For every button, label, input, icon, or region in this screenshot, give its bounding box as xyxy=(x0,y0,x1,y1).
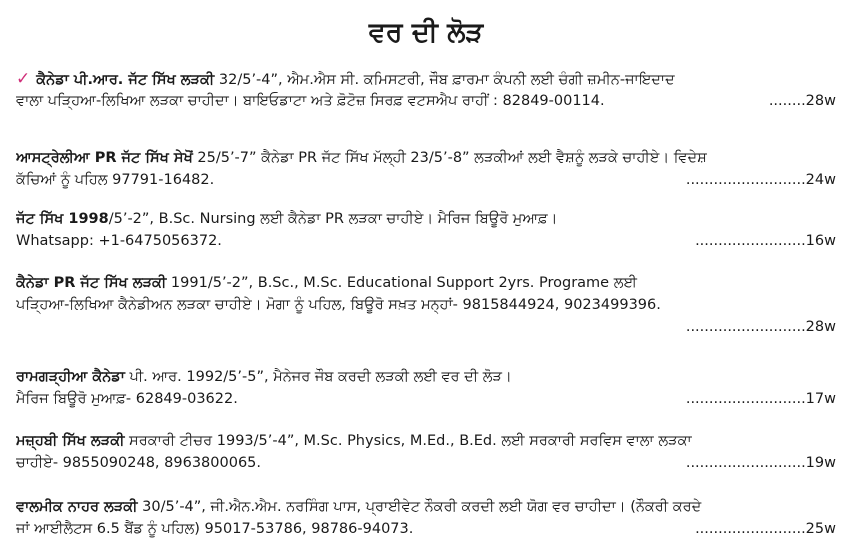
ad-item-2 xyxy=(16,147,836,191)
ad-item-1 xyxy=(16,68,836,112)
ad-line-2 xyxy=(16,518,836,540)
ad-item-4 xyxy=(16,272,836,338)
ad-line-2 xyxy=(16,169,836,191)
ad-lead: ਕੈਨੇਡਾ ਪੀ.ਆਰ. ਜੱਟ ਸਿੱਖ ਲੜਕੀ xyxy=(36,72,215,88)
ad-lead: ਵਾਲਮੀਕ ਨਾਹਰ ਲੜਕੀ xyxy=(16,499,138,515)
ad-item-3 xyxy=(16,208,836,252)
ad-text: ਵਾਲਾ ਪੜ੍ਹਿਆ-ਲਿਖਿਆ ਲੜਕਾ ਚਾਹੀਦਾ। ਬਾਇਓਡਾਟਾ ਅਤੇ ਫ਼ੋਟੋਜ਼ ਸਿਰਫ਼ ਵਟਸਐਪ ਰਾਹੀਂ : 82849-00114. xyxy=(16,93,605,109)
ad-line-1 xyxy=(16,366,836,388)
ad-text: 1991/5’-2”, B.Sc., M.Sc. Educational Support 2yrs. Programe ਲਈ xyxy=(166,275,637,291)
ad-code: ..........................17w xyxy=(680,388,836,410)
page-title: ਵਰ ਦੀ ਲੋੜ xyxy=(368,17,484,48)
ad-text: /5’-2”, B.Sc. Nursing ਲਈ ਕੈਨੇਡਾ PR ਲੜਕਾ ਚਾਹੀਏ। ਮੈਰਿਜ ਬਿਊਰੋ ਮੁਆਫ਼। xyxy=(108,211,558,227)
ad-code: ..........................28w xyxy=(680,316,836,338)
ad-code: ..........................24w xyxy=(680,169,836,191)
ad-line-2 xyxy=(16,90,836,112)
ad-lead: ਕੈਨੇਡਾ PR ਜੱਟ ਸਿੱਖ ਲੜਕੀ xyxy=(16,275,167,291)
ad-item-6 xyxy=(16,430,836,474)
check-icon: ✓ xyxy=(16,69,31,89)
ad-item-7 xyxy=(16,496,836,540)
ad-text: ਕੱਚਿਆਂ ਨੂੰ ਪਹਿਲ 97791-16482. xyxy=(16,172,215,188)
ad-lead: ਮਜ਼੍ਹਬੀ ਸਿੱਖ ਲੜਕੀ xyxy=(16,433,125,449)
ad-code: ........................16w xyxy=(689,230,836,252)
ad-text: ਮੈਰਿਜ ਬਿਊਰੋ ਮੁਆਫ਼- 62849-03622. xyxy=(16,391,238,407)
ad-text: ਸਰਕਾਰੀ ਟੀਚਰ 1993/5’-4”, M.Sc. Physics, M.Ed., B.Ed. ਲਈ ਸਰਕਾਰੀ ਸਰਵਿਸ ਵਾਲਾ ਲੜਕਾ xyxy=(124,433,692,449)
ad-line-3 xyxy=(16,316,836,338)
ad-text: ਪੀ. ਆਰ. 1992/5’-5”, ਮੈਨੇਜਰ ਜੌਬ ਕਰਦੀ ਲੜਕੀ ਲਈ ਵਰ ਦੀ ਲੋੜ। xyxy=(124,369,512,385)
ad-text: Whatsapp: +1-6475056372. xyxy=(16,233,222,249)
ad-line-1 xyxy=(16,496,836,518)
ad-line-1 xyxy=(16,68,836,90)
ad-text: ਪੜ੍ਹਿਆ-ਲਿਖਿਆ ਕੈਨੇਡੀਅਨ ਲੜਕਾ ਚਾਹੀਏ। ਮੋਗਾ ਨੂੰ ਪਹਿਲ, ਬਿਊਰੋ ਸਖ਼ਤ ਮਨ੍ਹਾਂ- 9815844924, 9023499396. xyxy=(16,297,661,313)
ad-text: 30/5’-4”, ਜੀ.ਐਨ.ਐਮ. ਨਰਸਿੰਗ ਪਾਸ, ਪ੍ਰਾਈਵੇਟ ਨੌਕਰੀ ਕਰਦੀ ਲਈ ਯੋਗ ਵਰ ਚਾਹੀਦਾ। (ਨੌਕਰੀ ਕਰਦੇ xyxy=(137,499,702,515)
ad-code: ........28w xyxy=(763,90,836,112)
ad-line-2 xyxy=(16,230,836,252)
ad-lead: ਜੱਟ ਸਿੱਖ 1998 xyxy=(16,211,109,227)
ad-item-5 xyxy=(16,366,836,410)
ad-line-1 xyxy=(16,272,836,294)
ad-lead: ਰਾਮਗੜ੍ਹੀਆ ਕੈਨੇਡਾ xyxy=(16,369,125,385)
ad-line-1 xyxy=(16,208,836,230)
ad-line-2 xyxy=(16,388,836,410)
ad-text: 25/5’-7” ਕੈਨੇਡਾ PR ਜੱਟ ਸਿੱਖ ਮੱਲ੍ਹੀ 23/5’-8” ਲੜਕੀਆਂ ਲਈ ਵੈਸ਼ਨੂੰ ਲੜਕੇ ਚਾਹੀਏ। ਵਿਦੇਸ਼ xyxy=(192,150,707,166)
ad-text: ਚਾਹੀਏ- 9855090248, 8963800065. xyxy=(16,455,262,471)
ad-line-2 xyxy=(16,294,836,316)
ad-text: ਜਾਂ ਆਈਲੈਟਸ 6.5 ਬੈਂਡ ਨੂੰ ਪਹਿਲ) 95017-53786, 98786-94073. xyxy=(16,521,414,537)
ad-text: 32/5’-4”, ਐਮ.ਐਸ ਸੀ. ਕਮਿਸਟਰੀ, ਜੌਬ ਫ਼ਾਰਮਾ ਕੰਪਨੀ ਲਈ ਚੰਗੀ ਜ਼ਮੀਨ-ਜਾਇਦਾਦ xyxy=(214,72,675,88)
ad-lead: ਆਸਟ੍ਰੇਲੀਆ PR ਜੱਟ ਸਿੱਖ ਸੇਖੋਂ xyxy=(16,150,193,166)
ad-code: ..........................19w xyxy=(680,452,836,474)
ad-line-1 xyxy=(16,430,836,452)
ad-code: ........................25w xyxy=(689,518,836,540)
ad-line-1 xyxy=(16,147,836,169)
ad-line-2 xyxy=(16,452,836,474)
